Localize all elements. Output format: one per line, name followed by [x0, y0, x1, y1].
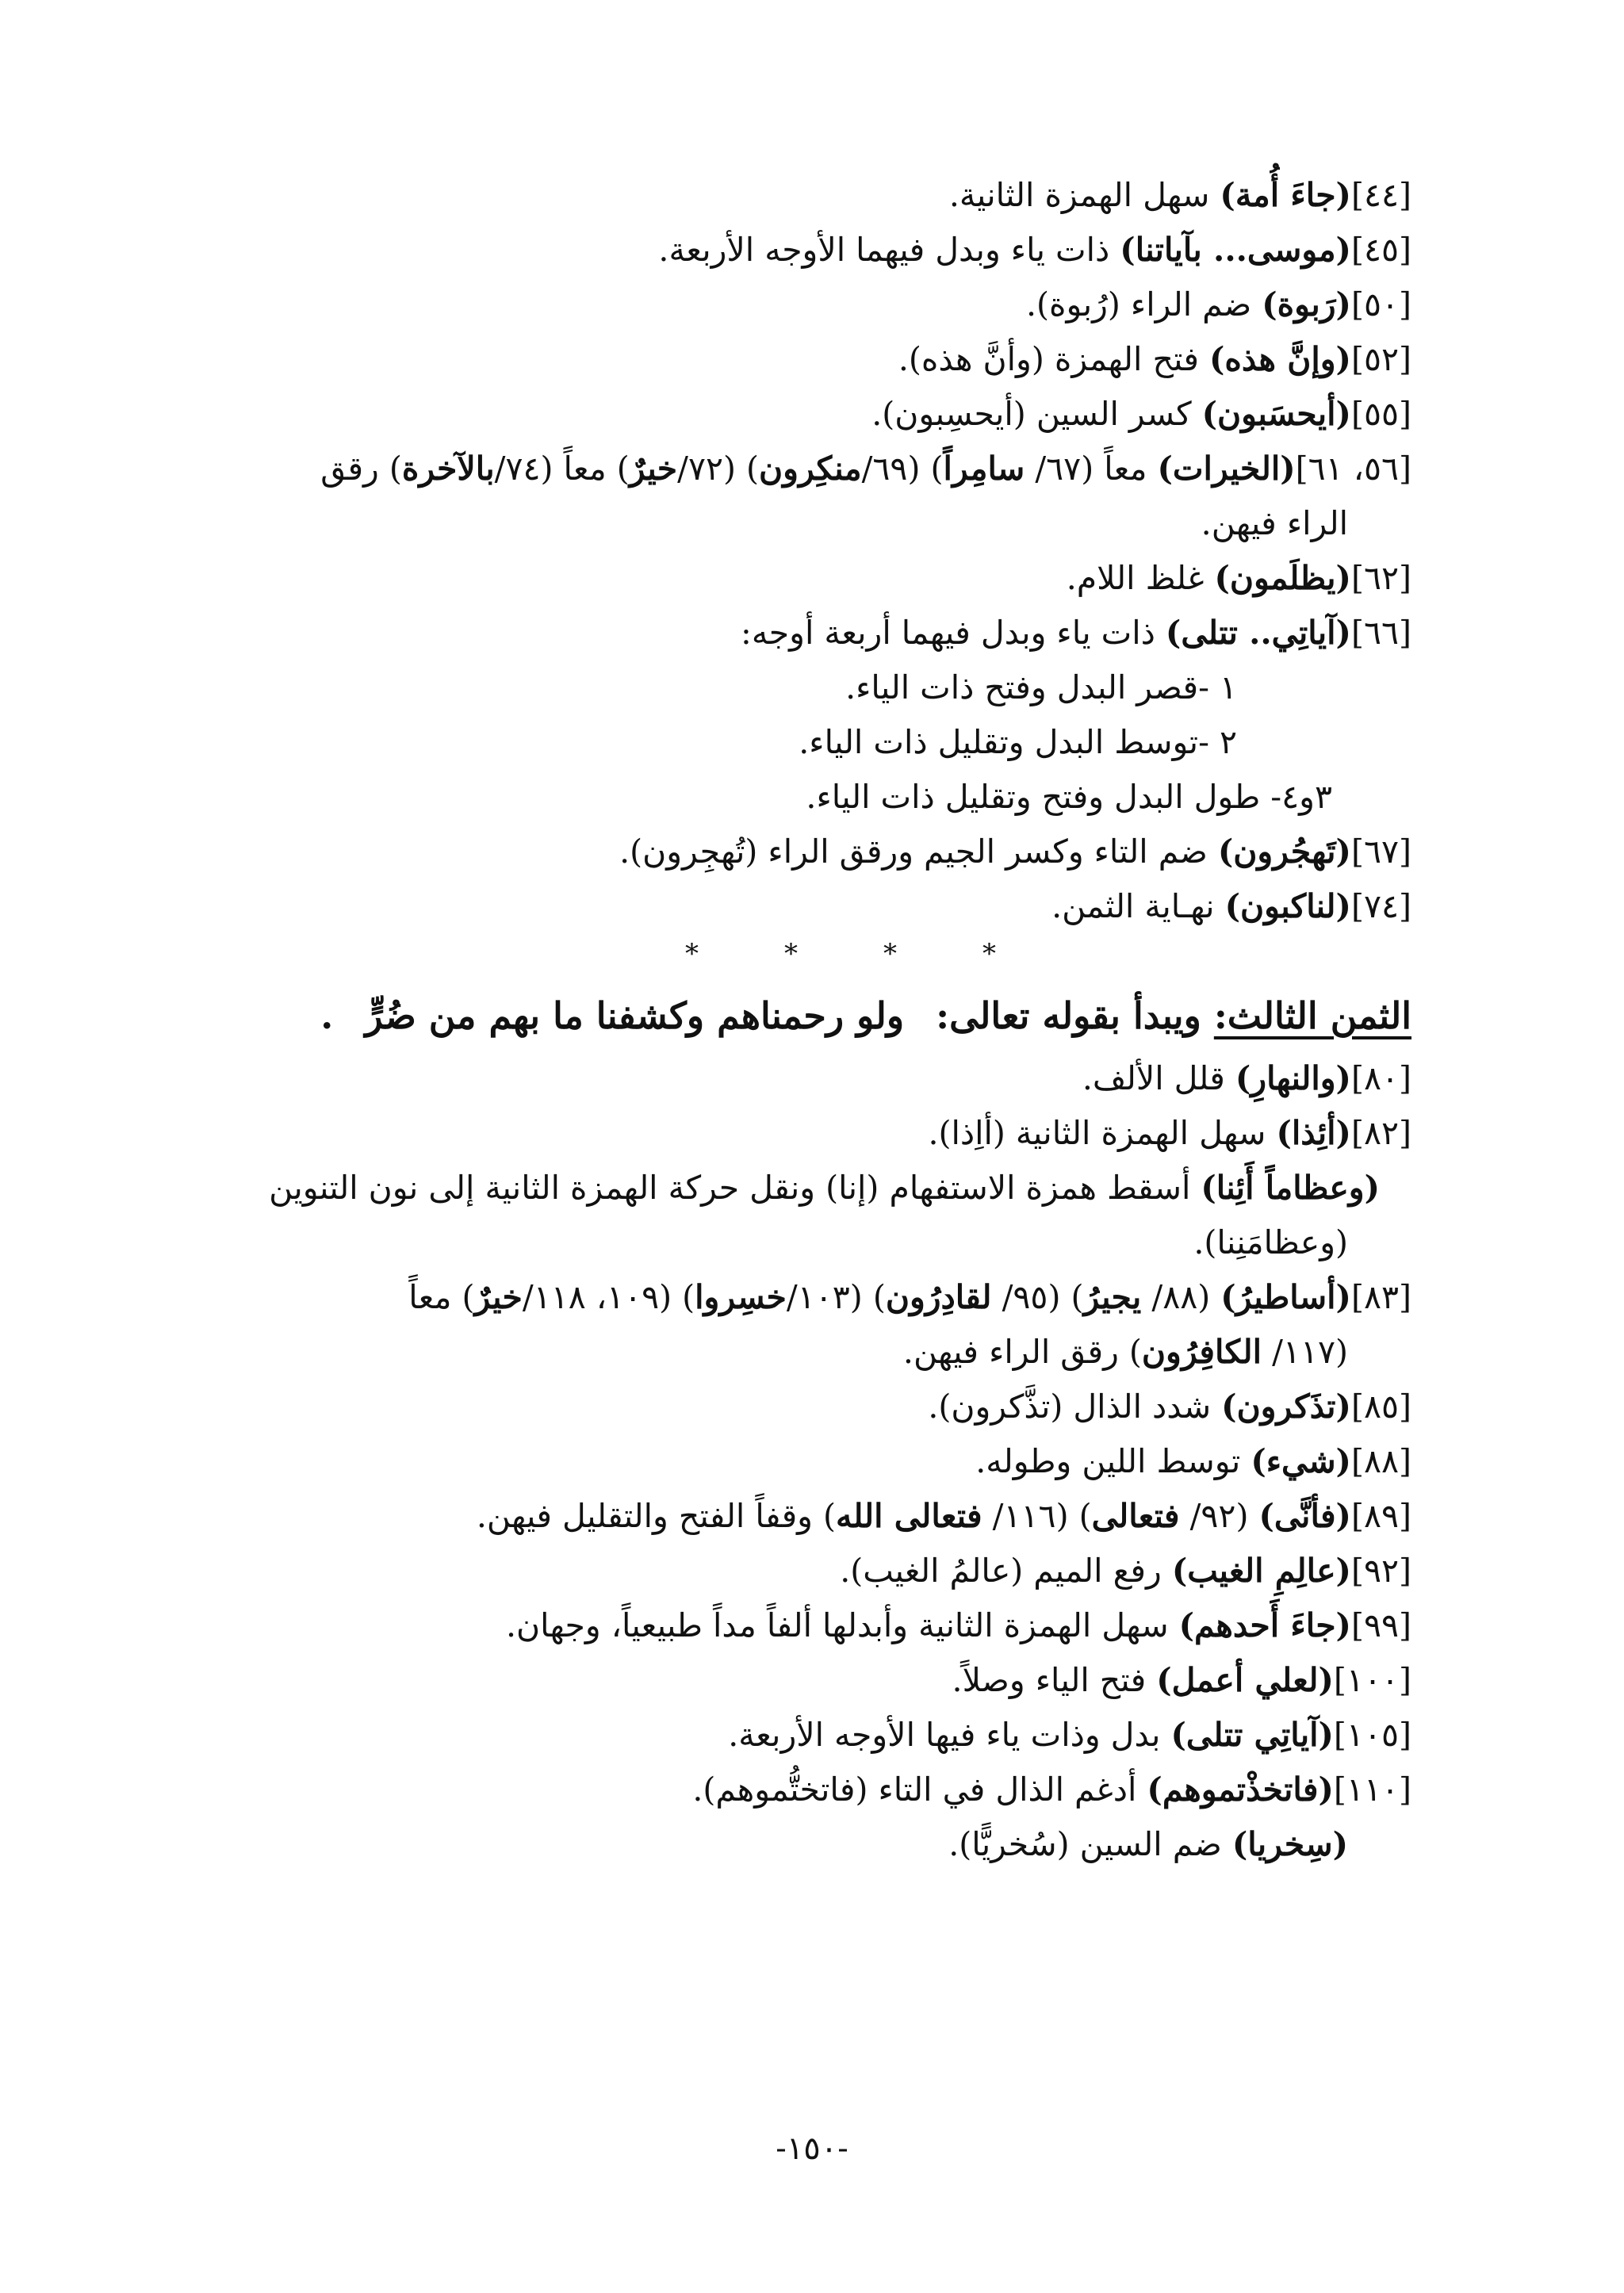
entry-word: فتعالى الله	[836, 1497, 982, 1535]
entry-92	[230, 1544, 1411, 1598]
entry-text: فتح الياء وصلاً.	[952, 1661, 1157, 1699]
entry-99	[230, 1598, 1411, 1653]
entry-text: ذات ياء وبدل فيهما أربعة أوجه:	[741, 614, 1166, 652]
entry-text: ) (١١٦/	[982, 1497, 1092, 1535]
page-content	[230, 168, 1411, 1872]
heading-end: .	[320, 994, 334, 1037]
entry-word: خيرٌ	[474, 1278, 523, 1316]
entry-text: سهل الهمزة الثانية.	[948, 176, 1220, 214]
entry-text: قلل الألف.	[1082, 1059, 1235, 1097]
entry-word: خسِروا	[695, 1278, 787, 1316]
entry-44	[230, 168, 1411, 223]
entry-word: سامِراً	[943, 450, 1025, 488]
entry-ref: [١١٠]	[1333, 1770, 1411, 1809]
entry-text: أسقط همزة الاستفهام (إنا) ونقل حركة الهمزة الثانية إلى نون التنوين	[269, 1169, 1201, 1207]
entry-110	[230, 1763, 1411, 1817]
entry-word: (تذَكرون)	[1221, 1388, 1351, 1426]
entry-ref: [٦٦]	[1350, 614, 1411, 652]
entry-word: (موسى... بآياتنا)	[1120, 231, 1351, 269]
entry-text: (٩٢/	[1179, 1497, 1259, 1535]
entry-text: رفع الميم (عالمُ الغيب).	[840, 1552, 1172, 1590]
entry-word: (يظلَمون)	[1214, 559, 1351, 597]
entry-text: (٨٨/	[1141, 1278, 1221, 1316]
entry-sikhriyya	[230, 1817, 1411, 1872]
entry-text: ) (١٠٩، ١١٨/	[522, 1278, 695, 1316]
entry-text: نهـاية الثمن.	[1051, 887, 1225, 925]
entry-text: ضم الراء (رُبوة).	[1026, 285, 1262, 323]
entry-56-61	[230, 442, 1411, 496]
entry-text: ) (٩٥/	[991, 1278, 1084, 1316]
page-number: -١٥٠-	[776, 2130, 848, 2167]
entry-83	[230, 1270, 1411, 1325]
entry-text: توسط اللين وطوله.	[975, 1442, 1251, 1480]
entry-ref: [٩٢]	[1350, 1552, 1411, 1590]
entry-62	[230, 551, 1411, 606]
entry-wizaman-continuation: (وعظامَنِنا).	[1193, 1223, 1348, 1261]
entry-text: ) معاً (٧٤/	[494, 450, 630, 488]
entry-80	[230, 1051, 1411, 1106]
entry-85	[230, 1380, 1411, 1434]
entry-word: (لعلي أعمل)	[1156, 1661, 1334, 1699]
entry-50	[230, 278, 1411, 332]
heading-label: الثمن الثالث:	[1213, 994, 1411, 1037]
entry-word: خيرٌ	[629, 450, 678, 488]
star: *	[883, 938, 897, 970]
entry-wizaman	[230, 1161, 1411, 1215]
entry-ref: [٤٥]	[1350, 231, 1411, 269]
entry-word: (أساطيرُ)	[1220, 1278, 1351, 1316]
entry-52	[230, 332, 1411, 387]
entry-ref: [١٠٠]	[1333, 1661, 1411, 1699]
entry-word: (وعظاماً أَئِنا)	[1201, 1169, 1380, 1207]
entry-83-continuation	[230, 1325, 1411, 1380]
sublist-item: ١ -قصر البدل وفتح ذات الياء.	[845, 668, 1237, 706]
section-heading	[230, 980, 1411, 1051]
entry-ref: [٦٧]	[1350, 833, 1411, 871]
entry-text: ضم التاء وكسر الجيم ورقق الراء (تُهجِرون).	[619, 833, 1218, 871]
star: *	[685, 938, 699, 970]
entry-ref: [٨٢]	[1350, 1114, 1411, 1152]
entry-word: لقادِرُون	[885, 1278, 992, 1316]
entry-text: ) رقق	[320, 450, 402, 488]
sublist-item: ٣و٤- طول البدل وفتح وتقليل ذات الياء.	[806, 778, 1332, 816]
entry-88	[230, 1434, 1411, 1489]
entry-89	[230, 1489, 1411, 1544]
entry-text: ) (٧٢/	[677, 450, 760, 488]
entry-word: (آياتِي.. تتلى)	[1165, 614, 1351, 652]
entry-word: (فاتخذْتموهم)	[1147, 1770, 1334, 1809]
entry-word: (عالِمِ الغيب)	[1171, 1552, 1351, 1590]
entry-word: (فأنَّى)	[1258, 1497, 1351, 1535]
entry-word: (شيء)	[1251, 1442, 1351, 1480]
entry-ref: [٥٦، ٦١]	[1295, 450, 1411, 488]
entry-74	[230, 879, 1411, 934]
entry-text: معاً (٦٧/	[1025, 450, 1158, 488]
entry-ref: [٦٢]	[1350, 559, 1411, 597]
entry-67	[230, 825, 1411, 879]
entry-ref: [٨٨]	[1350, 1442, 1411, 1480]
entry-word: (جاءَ أَحدهم)	[1178, 1606, 1351, 1644]
entry-ref: [٨٥]	[1350, 1388, 1411, 1426]
star: *	[784, 938, 798, 970]
entry-ref: [٨٣]	[1350, 1278, 1411, 1316]
entry-word: (وإنَّ هذه)	[1208, 340, 1351, 378]
entry-text: ) (١٠٣/	[786, 1278, 886, 1316]
entry-text: كسر السين (أيحسِبون).	[871, 395, 1202, 433]
entry-text: غلظ اللام.	[1066, 559, 1215, 597]
heading-verse: ولو رحمناهم وكشفنا ما بهم من ضُرٍّ	[365, 994, 905, 1037]
entry-word: (تَهجُرون)	[1217, 833, 1351, 871]
entry-text: سهل الهمزة الثانية وأبدلها ألفاً مداً طبيعياً، وجهان.	[506, 1606, 1179, 1644]
entry-45	[230, 223, 1411, 278]
entry-ref: [٩٩]	[1350, 1606, 1411, 1644]
entry-text: سهل الهمزة الثانية (أاِذا).	[928, 1114, 1277, 1152]
sublist-item: ٢ -توسط البدل وتقليل ذات الياء.	[799, 723, 1237, 761]
entry-ref: [١٠٥]	[1333, 1716, 1411, 1754]
entry-text: شدد الذال (تذَّكرون).	[928, 1388, 1222, 1426]
entry-word: (لناكبون)	[1224, 887, 1351, 925]
entry-word: الكافِرُون	[1141, 1333, 1262, 1371]
entry-word: (الخيرات)	[1157, 450, 1296, 488]
entry-word: (رَبوة)	[1262, 285, 1351, 323]
entry-text: ذات ياء وبدل فيهما الأوجه الأربعة.	[658, 231, 1120, 269]
entry-word: فتعالى	[1091, 1497, 1180, 1535]
entry-100	[230, 1653, 1411, 1708]
entry-word: يجيرُ	[1083, 1278, 1142, 1316]
entry-105	[230, 1708, 1411, 1763]
entry-ref: [٨٩]	[1350, 1497, 1411, 1535]
entry-text: ) معاً	[408, 1278, 475, 1316]
entry-text: بدل وذات ياء فيها الأوجه الأربعة.	[728, 1716, 1171, 1754]
heading-intro: ويبدأ بقوله تعالى:	[936, 994, 1201, 1037]
entry-text: ) (٦٩/	[861, 450, 944, 488]
entry-text: ضم السين (سُخريًّا).	[948, 1825, 1232, 1863]
entry-word: منكِرون	[759, 450, 862, 488]
entry-text: ) وقفاً الفتح والتقليل فيهن.	[476, 1497, 837, 1535]
entry-word: (والنهارِ)	[1235, 1059, 1351, 1097]
entry-word: (أئِذا)	[1276, 1114, 1351, 1152]
entry-ref: [٤٤]	[1350, 176, 1411, 214]
section-divider-stars	[230, 934, 1411, 974]
entry-word: بالآخرة	[401, 450, 495, 488]
entry-66	[230, 606, 1411, 660]
entry-text: (١١٧/	[1262, 1333, 1348, 1371]
entry-word: (آياتِي تتلى)	[1170, 1716, 1334, 1754]
entry-ref: [٥٢]	[1350, 340, 1411, 378]
entry-word: (جاءَ أُمة)	[1220, 176, 1351, 214]
entry-ref: [٥٠]	[1350, 285, 1411, 323]
entry-ref: [٥٥]	[1350, 395, 1411, 433]
star: *	[982, 938, 996, 970]
entry-56-61-continuation: الراء فيهن.	[1201, 504, 1348, 542]
entry-word: (سِخريا)	[1231, 1825, 1348, 1863]
entry-word: (أيحسَبون)	[1201, 395, 1351, 433]
entry-82	[230, 1106, 1411, 1161]
entry-ref: [٧٤]	[1350, 887, 1411, 925]
entry-text: فتح الهمزة (وأنَّ هذه).	[898, 340, 1209, 378]
entry-text: ) رقق الراء فيهن.	[902, 1333, 1142, 1371]
entry-text: أدغم الذال في التاء (فاتختُّموهم).	[692, 1770, 1147, 1809]
entry-55	[230, 387, 1411, 442]
entry-ref: [٨٠]	[1350, 1059, 1411, 1097]
